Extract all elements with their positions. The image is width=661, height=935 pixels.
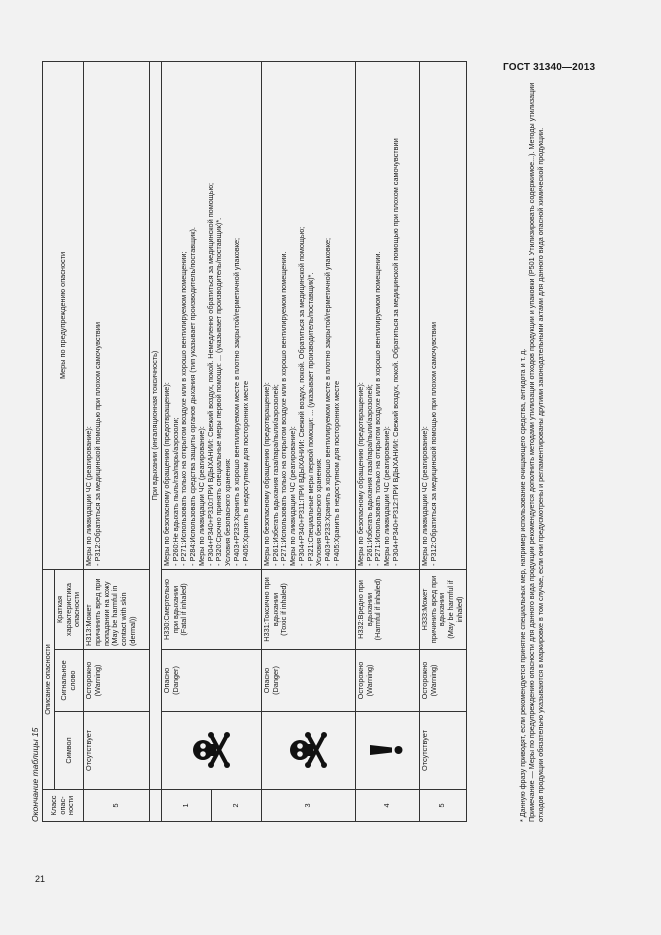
table-row [355,62,419,822]
hazard-cell: H330:Смертельно при вдыхании (Fatal if inhaled) [161,570,261,650]
precaution-cell: Меры по безопасному обращению (предотвращение): - P260:Не вдыхать пыль/газ/пары/аэрозоли; - P271:Использовать только на открытом воздухе или в хорошо вентилируемом помещении; - P284:Использовать средства защиты органов дыхания (тип указывает производитель/поставщик). Меры по ликвидации ЧС (реагирование): - P304+P340+P310:ПРИ ВДЫХАНИИ: Свежий воздух, покой. Немедленно обратиться за медицинской помощью; - P320:Срочно принять специальные меры первой помощи: ... (указывает производитель/поставщик)*. Условия безопасного хранения: - P403+P233:Хранить в хорошо вентилируемом месте в плотно закрытой/герметичной упаковке; - P405:Хранить в недоступном для посторонних месте [161,62,261,570]
header-short-characteristic: Краткая характеристика опасности [54,570,83,650]
class-cell: 4 [355,790,419,822]
exclamation-mark-icon [368,741,404,761]
header-hazard-description: Описание опасности [43,570,55,790]
precaution-cell: Меры по безопасному обращению (предотвращение): - P261:Избегать вдыхания газа/пара/пыли/аэрозолей; - P271:Использовать только на открытом воздухе или в хорошо вентилируемом помещении. Меры по ликвидации ЧС (реагирование): - P304+P340+P311:ПРИ ВДЫХАНИИ: Свежий воздух, покой. Обратиться за медицинской помощью; - P321:Специальные меры первой помощи: ... (указывает производитель/поставщик)*. Условия безопасного хранения: - P403+P233:Хранить в хорошо вентилируемом месте в плотно закрытой/герметичной упаковке; - P405:Хранить в недоступном для посторонних месте [261,62,355,570]
hazard-cell: H331:Токсично при вдыхании (Toxic if inhaled) [261,570,355,650]
class-cell: 1 [161,790,211,822]
symbol-cell: Отсутствует [419,712,466,790]
table-row [161,62,211,822]
rotated-table-area [30,62,578,822]
signal-cell: Осторожно (Warning) [84,650,150,712]
hazard-table [42,61,467,822]
footnotes [518,62,546,822]
skull-crossbones-icon [287,731,327,771]
table-caption: Окончание таблицы 15 [30,727,40,822]
group-title-row [150,62,162,822]
standard-code: ГОСТ 31340—2013 [503,62,596,73]
class-cell: 5 [84,790,150,822]
signal-cell: Осторожно (Warning) [355,650,419,712]
note-label: Примечание — [527,771,537,822]
class-cell: 5 [419,790,466,822]
symbol-cell: Отсутствует [84,712,150,790]
group-title: При вдыхании (ингаляционная токсичность) [150,62,162,790]
page-number: 21 [35,874,46,884]
hazard-cell: H332:Вредно при вдыхании (Harmful if inhaled) [355,570,419,650]
skull-crossbones-icon [190,731,230,771]
header-precaution: Меры по предупреждению опасности [43,62,84,570]
note-text: Меры по предупреждению опасности для данного вида продукции рекомендуется дополнить методами утилизации отходов продукции и упаковки (P501 Утилизировать содержимое...). Методы утилизации отходов продукции обязательно указываются в маркировке в том случае, если они предусмотрены и регламентированы другими законодательными актами для данного вида опасной химической продукции. [527,82,546,822]
symbol-cell [161,712,261,790]
header-class: Класс опас-ности [43,790,84,822]
header-symbol: Символ [54,712,83,790]
symbol-cell [355,712,419,790]
table-row [419,62,466,822]
precaution-cell: Меры по безопасному обращению (предотвращение): - P261:Избегать вдыхания газа/пара/пыли/аэрозолей; - P271:Использовать только на открытом воздухе или в хорошо вентилируемом помещении. Меры по ликвидации ЧС (реагирование): - P304+P340+P312:ПРИ ВДЫХАНИИ: Свежий воздух, покой. Обратиться за медицинской помощью при плохом самочувствии [355,62,419,570]
hazard-cell: H333:Может причинить вред при вдыхании (May be harmful if inhaled) [419,570,466,650]
signal-cell: Осторожно (Warning) [419,650,466,712]
class-cell: 3 [261,790,355,822]
hazard-cell: H313:Может причинить вред при попадании на кожу (May be harmful in contact with skin (dermal)) [84,570,150,650]
signal-cell: Опасно (Danger) [161,650,261,712]
table-row [261,62,355,822]
precaution-cell: Меры по ликвидации ЧС (реагирование): - P312:Обратиться за медицинской помощью при плохом самочувствии [84,62,150,570]
class-cell: 2 [211,790,261,822]
header-signal-word: Сигнальное слово [54,650,83,712]
footnote-star: * Данную фразу приводят, если рекомендуется принятие специальных мер, например использование очищающего средства, антидота и т. д. [518,348,527,822]
footnote-note [527,62,545,822]
table-row [84,62,150,822]
symbol-cell [261,712,355,790]
signal-cell: Опасно (Danger) [261,650,355,712]
precaution-cell: Меры по ликвидации ЧС (реагирование): - P312:Обратиться за медицинской помощью при плохом самочувствии [419,62,466,570]
